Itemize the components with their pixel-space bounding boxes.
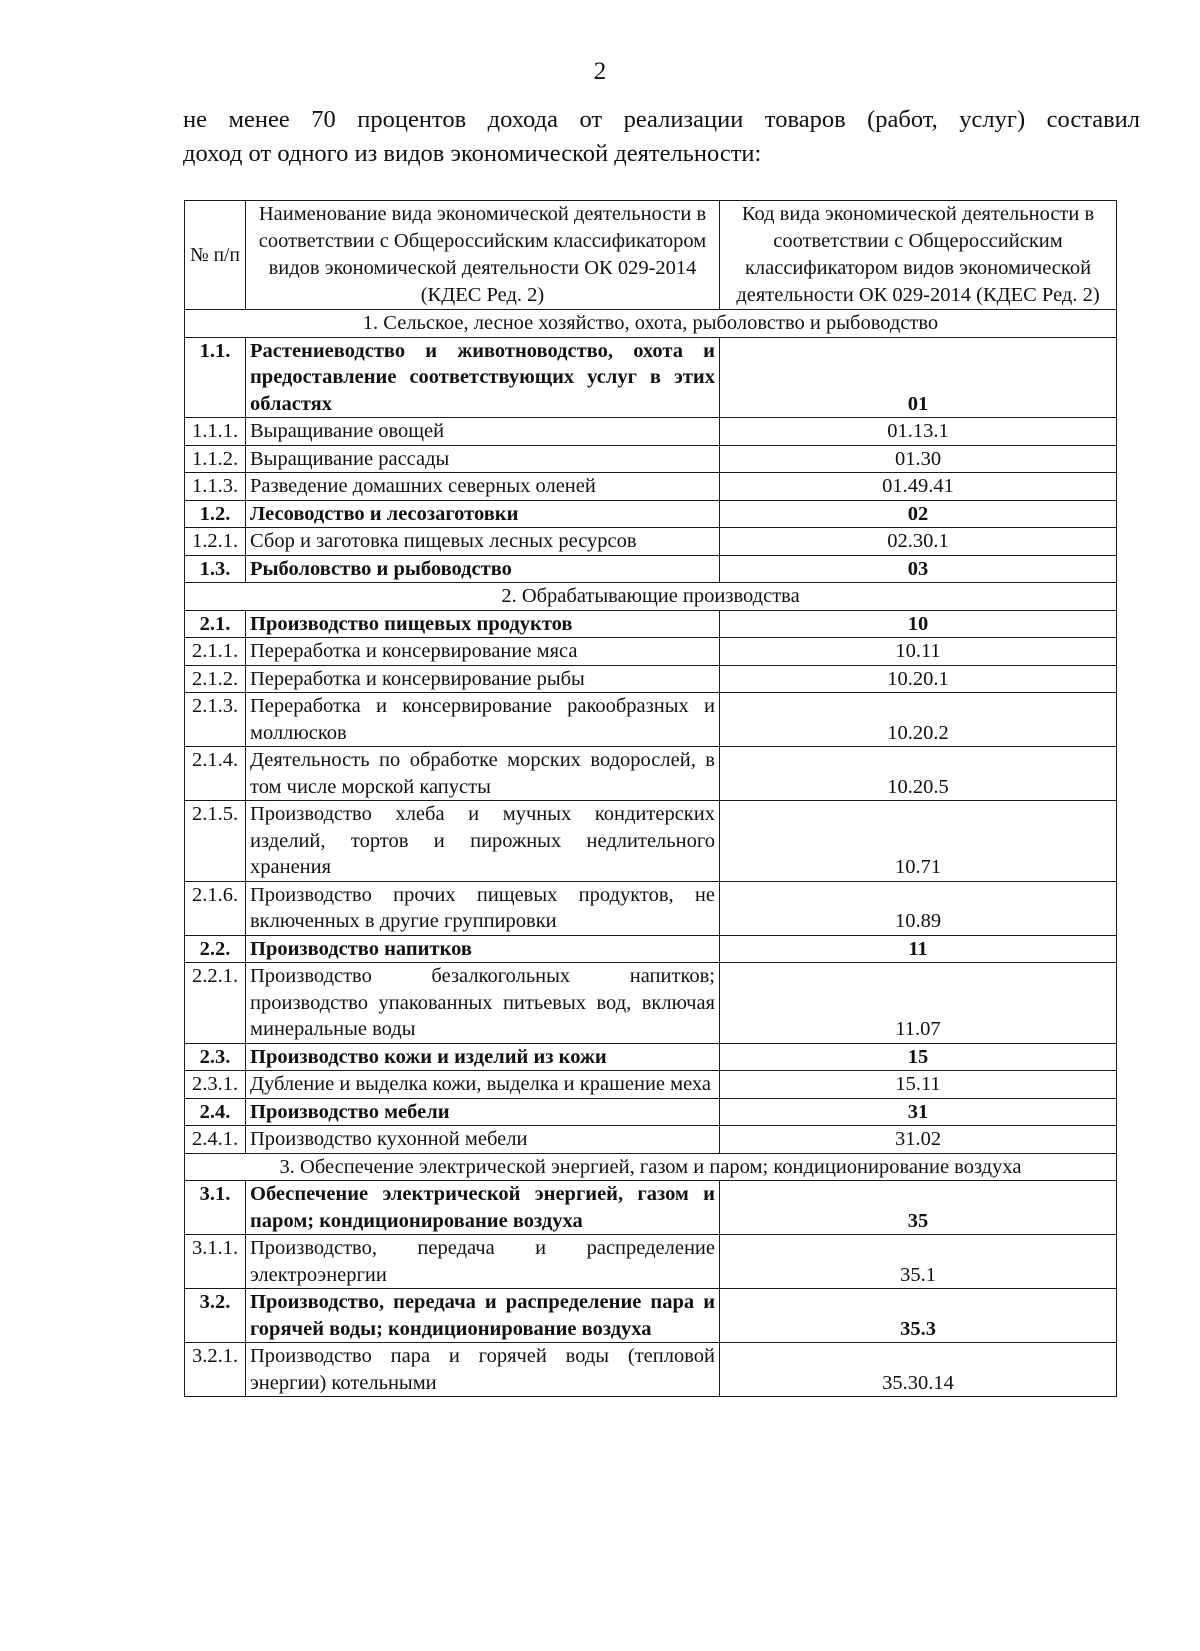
section-row — [185, 583, 1117, 611]
table-row — [185, 1289, 1117, 1343]
table-body — [185, 310, 1117, 1397]
activity-code: 31 — [720, 1098, 1117, 1126]
header-activity-code: Код вида экономической деятельности в соответствии с Общероссийским классификатором видов экономической деятельности ОК 029-2014 (КДЕС Ред. 2) — [720, 201, 1117, 310]
activity-name: Выращивание овощей — [246, 418, 720, 446]
activity-name: Производство напитков — [246, 935, 720, 963]
table-row — [185, 935, 1117, 963]
table-row — [185, 1235, 1117, 1289]
activity-name: Производство пищевых продуктов — [246, 610, 720, 638]
activity-name: Лесоводство и лесозаготовки — [246, 500, 720, 528]
row-number: 2.3.1. — [185, 1071, 246, 1099]
row-number: 3.1.1. — [185, 1235, 246, 1289]
activity-code: 11 — [720, 935, 1117, 963]
table-row — [185, 801, 1117, 882]
table-header-row — [185, 201, 1117, 310]
activity-code: 10.20.5 — [720, 747, 1117, 801]
row-number: 1.1. — [185, 337, 246, 418]
activity-name: Производство пара и горячей воды (тепловой энергии) котельными — [246, 1343, 720, 1397]
activity-name: Выращивание рассады — [246, 445, 720, 473]
table-row — [185, 555, 1117, 583]
row-number: 2.4.1. — [185, 1126, 246, 1154]
row-number: 2.1.5. — [185, 801, 246, 882]
table-row — [185, 665, 1117, 693]
activity-code: 01 — [720, 337, 1117, 418]
activity-name: Производство кожи и изделий из кожи — [246, 1043, 720, 1071]
intro-paragraph — [183, 103, 1140, 171]
activity-code: 35 — [720, 1181, 1117, 1235]
table-row — [185, 747, 1117, 801]
activity-name: Производство безалкогольных напитков; производство упакованных питьевых вод, включая минеральные воды — [246, 963, 720, 1044]
activity-code: 31.02 — [720, 1126, 1117, 1154]
section-row — [185, 310, 1117, 338]
activity-name: Разведение домашних северных оленей — [246, 473, 720, 501]
activity-code: 02.30.1 — [720, 528, 1117, 556]
row-number: 2.1.3. — [185, 693, 246, 747]
row-number: 2.1.1. — [185, 638, 246, 666]
activity-code: 02 — [720, 500, 1117, 528]
table-row — [185, 337, 1117, 418]
table-row — [185, 528, 1117, 556]
section-row — [185, 1153, 1117, 1181]
row-number: 1.1.1. — [185, 418, 246, 446]
table-row — [185, 1343, 1117, 1397]
activity-code: 01.49.41 — [720, 473, 1117, 501]
activity-name: Переработка и консервирование рыбы — [246, 665, 720, 693]
intro-line-1: не менее 70 процентов дохода от реализации товаров (работ, услуг) составил — [183, 106, 1140, 133]
activity-name: Производство, передача и распределение электроэнергии — [246, 1235, 720, 1289]
activity-code: 35.3 — [720, 1289, 1117, 1343]
activity-name: Производство кухонной мебели — [246, 1126, 720, 1154]
row-number: 3.1. — [185, 1181, 246, 1235]
table-row — [185, 1071, 1117, 1099]
row-number: 3.2.1. — [185, 1343, 246, 1397]
table-row — [185, 418, 1117, 446]
activity-code: 01.13.1 — [720, 418, 1117, 446]
row-number: 2.1.4. — [185, 747, 246, 801]
table-row — [185, 693, 1117, 747]
activity-name: Сбор и заготовка пищевых лесных ресурсов — [246, 528, 720, 556]
activity-code: 10.11 — [720, 638, 1117, 666]
section-title: 2. Обрабатывающие производства — [185, 583, 1117, 611]
row-number: 2.4. — [185, 1098, 246, 1126]
table-row — [185, 638, 1117, 666]
activity-name: Производство, передача и распределение пара и горячей воды; кондиционирование воздуха — [246, 1289, 720, 1343]
activity-codes-table — [184, 200, 1117, 1397]
activity-code: 10.89 — [720, 881, 1117, 935]
activity-name: Производство мебели — [246, 1098, 720, 1126]
table-row — [185, 445, 1117, 473]
table-row — [185, 1181, 1117, 1235]
header-activity-name: Наименование вида экономической деятельности в соответствии с Общероссийским классификатором видов экономической деятельности ОК 029-2014 (КДЕС Ред. 2) — [246, 201, 720, 310]
section-title: 3. Обеспечение электрической энергией, газом и паром; кондиционирование воздуха — [185, 1153, 1117, 1181]
row-number: 2.2. — [185, 935, 246, 963]
activity-code: 15 — [720, 1043, 1117, 1071]
activity-name: Производство прочих пищевых продуктов, не включенных в другие группировки — [246, 881, 720, 935]
activity-code: 10.71 — [720, 801, 1117, 882]
table-row — [185, 500, 1117, 528]
activity-code: 10 — [720, 610, 1117, 638]
activity-name: Переработка и консервирование ракообразных и моллюсков — [246, 693, 720, 747]
table-row — [185, 881, 1117, 935]
activity-name: Дубление и выделка кожи, выделка и крашение меха — [246, 1071, 720, 1099]
table-row — [185, 1043, 1117, 1071]
row-number: 2.1.2. — [185, 665, 246, 693]
activity-code: 35.1 — [720, 1235, 1117, 1289]
activity-name: Деятельность по обработке морских водорослей, в том числе морской капусты — [246, 747, 720, 801]
page-number: 2 — [593, 58, 607, 85]
row-number: 2.2.1. — [185, 963, 246, 1044]
activity-name: Рыболовство и рыбоводство — [246, 555, 720, 583]
row-number: 2.1. — [185, 610, 246, 638]
table-row — [185, 963, 1117, 1044]
activity-code: 11.07 — [720, 963, 1117, 1044]
table-row — [185, 1126, 1117, 1154]
intro-line-2: доход от одного из видов экономической деятельности: — [183, 140, 762, 167]
row-number: 2.1.6. — [185, 881, 246, 935]
row-number: 1.1.3. — [185, 473, 246, 501]
activity-code: 01.30 — [720, 445, 1117, 473]
table-row — [185, 1098, 1117, 1126]
activity-code: 10.20.2 — [720, 693, 1117, 747]
section-title: 1. Сельское, лесное хозяйство, охота, рыболовство и рыбоводство — [185, 310, 1117, 338]
row-number: 1.1.2. — [185, 445, 246, 473]
row-number: 3.2. — [185, 1289, 246, 1343]
activity-name: Переработка и консервирование мяса — [246, 638, 720, 666]
activity-code: 03 — [720, 555, 1117, 583]
activity-code: 35.30.14 — [720, 1343, 1117, 1397]
table-row — [185, 473, 1117, 501]
row-number: 1.2.1. — [185, 528, 246, 556]
activity-code: 15.11 — [720, 1071, 1117, 1099]
row-number: 2.3. — [185, 1043, 246, 1071]
row-number: 1.2. — [185, 500, 246, 528]
activity-name: Растениеводство и животноводство, охота и предоставление соответствующих услуг в этих областях — [246, 337, 720, 418]
activity-name: Производство хлеба и мучных кондитерских изделий, тортов и пирожных недлительного хранения — [246, 801, 720, 882]
header-number: № п/п — [185, 201, 246, 310]
row-number: 1.3. — [185, 555, 246, 583]
table-row — [185, 610, 1117, 638]
activity-code: 10.20.1 — [720, 665, 1117, 693]
activity-name: Обеспечение электрической энергией, газом и паром; кондиционирование воздуха — [246, 1181, 720, 1235]
